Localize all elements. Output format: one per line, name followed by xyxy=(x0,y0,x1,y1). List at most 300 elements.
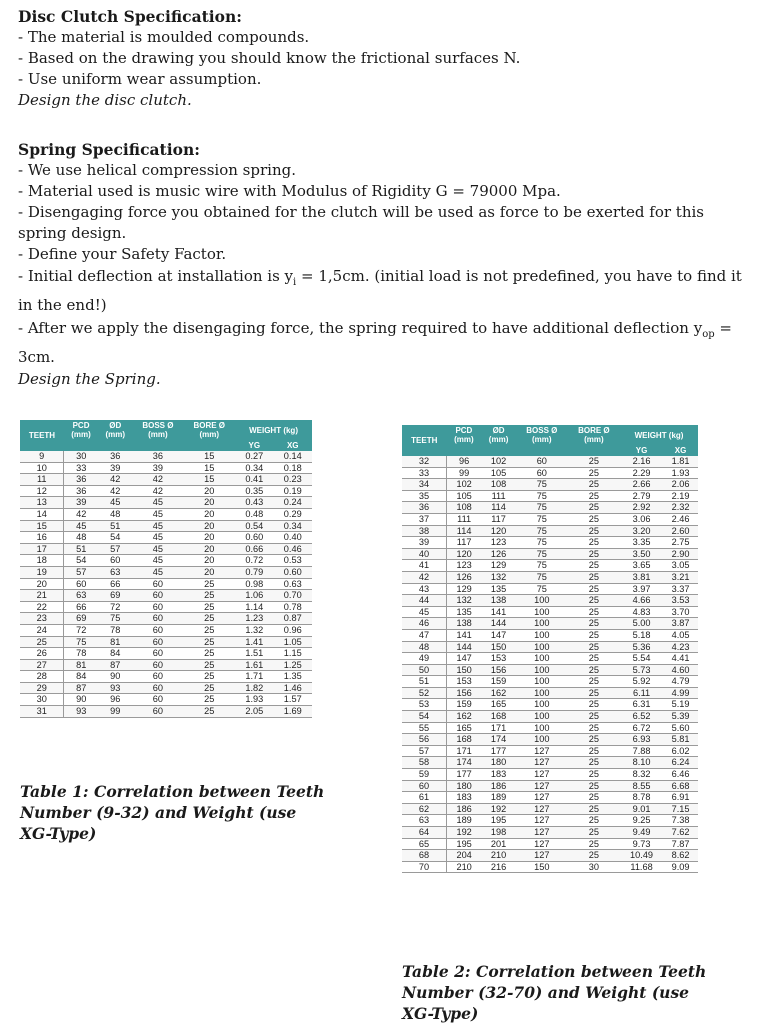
table-row xyxy=(20,508,312,520)
cell-weight-xg: 9.09 xyxy=(663,861,698,873)
spring-line-6 xyxy=(18,317,773,346)
cell-boss: 75 xyxy=(516,479,568,491)
cell-weight-xg: 6.46 xyxy=(663,769,698,781)
cell-teeth: 37 xyxy=(402,513,447,525)
cell-teeth: 44 xyxy=(402,595,447,607)
table-row xyxy=(402,699,698,711)
cell-pcd: 144 xyxy=(447,641,482,653)
cell-weight-yg: 0.60 xyxy=(235,532,273,544)
cell-boss: 150 xyxy=(516,861,568,873)
cell-weight-xg: 7.38 xyxy=(663,815,698,827)
spring-line-6-sub: op xyxy=(702,329,715,340)
cell-boss: 127 xyxy=(516,803,568,815)
table-row xyxy=(20,497,312,509)
cell-bore: 25 xyxy=(568,827,620,839)
cell-teeth: 57 xyxy=(402,745,447,757)
cell-boss: 100 xyxy=(516,687,568,699)
cell-teeth: 22 xyxy=(20,601,64,613)
cell-pcd: 204 xyxy=(447,850,482,862)
header-boss: BOSS Ø (mm) xyxy=(516,425,568,445)
cell-weight-yg: 3.06 xyxy=(620,513,663,525)
cell-od: 159 xyxy=(481,676,516,688)
cell-teeth: 58 xyxy=(402,757,447,769)
spring-line-2: - Material used is music wire with Modulus of Rigidity G = 79000 Mpa. xyxy=(18,182,561,200)
cell-boss: 60 xyxy=(132,624,183,636)
cell-od: 138 xyxy=(481,595,516,607)
cell-weight-yg: 8.32 xyxy=(620,769,663,781)
cell-bore: 25 xyxy=(568,722,620,734)
cell-pcd: 54 xyxy=(64,555,98,567)
cell-boss: 42 xyxy=(132,485,183,497)
cell-od: 42 xyxy=(98,474,132,486)
cell-pcd: 87 xyxy=(64,682,98,694)
cell-weight-yg: 8.10 xyxy=(620,757,663,769)
cell-weight-yg: 5.92 xyxy=(620,676,663,688)
cell-weight-yg: 1.23 xyxy=(235,613,273,625)
header-od: ØD (mm) xyxy=(98,420,132,440)
cell-teeth: 47 xyxy=(402,629,447,641)
cell-od: 39 xyxy=(98,462,132,474)
cell-weight-yg: 9.01 xyxy=(620,803,663,815)
disc-clutch-section xyxy=(18,6,773,111)
cell-teeth: 28 xyxy=(20,671,64,683)
cell-pcd: 45 xyxy=(64,520,98,532)
table-row xyxy=(402,850,698,862)
table-row xyxy=(402,456,698,467)
header-xg: XG xyxy=(663,445,698,456)
cell-teeth: 33 xyxy=(402,467,447,479)
cell-teeth: 49 xyxy=(402,653,447,665)
cell-pcd: 90 xyxy=(64,694,98,706)
cell-teeth: 51 xyxy=(402,676,447,688)
cell-teeth: 34 xyxy=(402,479,447,491)
cell-pcd: 30 xyxy=(64,451,98,462)
cell-weight-xg: 7.62 xyxy=(663,827,698,839)
cell-teeth: 25 xyxy=(20,636,64,648)
cell-teeth: 17 xyxy=(20,543,64,555)
cell-teeth: 21 xyxy=(20,590,64,602)
cell-pcd: 81 xyxy=(64,659,98,671)
table-row xyxy=(402,537,698,549)
cell-weight-yg: 1.61 xyxy=(235,659,273,671)
table-row xyxy=(402,606,698,618)
spring-line-6-pre: - After we apply the disengaging force, the spring required to have additional deflection y xyxy=(18,319,703,337)
table-row xyxy=(402,676,698,688)
cell-weight-yg: 4.83 xyxy=(620,606,663,618)
cell-teeth: 46 xyxy=(402,618,447,630)
spring-line-1: - We use helical compression spring. xyxy=(18,161,296,179)
cell-weight-xg: 1.35 xyxy=(274,671,313,683)
cell-boss: 39 xyxy=(132,462,183,474)
cell-teeth: 9 xyxy=(20,451,64,462)
cell-weight-yg: 0.43 xyxy=(235,497,273,509)
cell-boss: 100 xyxy=(516,629,568,641)
cell-bore: 30 xyxy=(568,861,620,873)
header-spacer xyxy=(481,445,516,456)
table-row xyxy=(402,560,698,572)
cell-boss: 100 xyxy=(516,711,568,723)
cell-weight-yg: 5.54 xyxy=(620,653,663,665)
cell-bore: 25 xyxy=(568,792,620,804)
cell-teeth: 26 xyxy=(20,648,64,660)
cell-bore: 25 xyxy=(568,850,620,862)
header-yg: YG xyxy=(235,440,273,451)
cell-od: 168 xyxy=(481,711,516,723)
cell-pcd: 171 xyxy=(447,745,482,757)
cell-weight-xg: 2.46 xyxy=(663,513,698,525)
cell-od: 174 xyxy=(481,734,516,746)
cell-boss: 60 xyxy=(132,578,183,590)
header-weight: WEIGHT (kg) xyxy=(235,420,312,440)
table-2-caption-line-3: XG-Type) xyxy=(402,1004,479,1023)
table-row xyxy=(20,659,312,671)
cell-boss: 100 xyxy=(516,595,568,607)
cell-bore: 25 xyxy=(183,624,235,636)
cell-weight-xg: 0.19 xyxy=(274,485,313,497)
cell-pcd: 162 xyxy=(447,711,482,723)
cell-teeth: 27 xyxy=(20,659,64,671)
cell-boss: 45 xyxy=(132,543,183,555)
cell-pcd: 93 xyxy=(64,706,98,718)
cell-boss: 127 xyxy=(516,792,568,804)
cell-pcd: 36 xyxy=(64,485,98,497)
cell-pcd: 195 xyxy=(447,838,482,850)
cell-weight-yg: 1.51 xyxy=(235,648,273,660)
table-row xyxy=(20,578,312,590)
cell-pcd: 66 xyxy=(64,601,98,613)
cell-weight-yg: 2.05 xyxy=(235,706,273,718)
table-row xyxy=(20,624,312,636)
cell-teeth: 70 xyxy=(402,861,447,873)
cell-boss: 60 xyxy=(132,671,183,683)
cell-weight-xg: 1.81 xyxy=(663,456,698,467)
cell-pcd: 147 xyxy=(447,653,482,665)
cell-boss: 45 xyxy=(132,555,183,567)
cell-pcd: 111 xyxy=(447,513,482,525)
cell-od: 201 xyxy=(481,838,516,850)
cell-boss: 100 xyxy=(516,641,568,653)
cell-bore: 25 xyxy=(568,479,620,491)
cell-boss: 60 xyxy=(132,590,183,602)
cell-weight-xg: 4.41 xyxy=(663,653,698,665)
cell-bore: 25 xyxy=(568,745,620,757)
cell-boss: 60 xyxy=(516,467,568,479)
table-2-caption xyxy=(402,961,706,1024)
cell-weight-yg: 3.50 xyxy=(620,548,663,560)
spring-line-3b: spring design. xyxy=(18,224,127,242)
cell-weight-xg: 0.29 xyxy=(274,508,313,520)
table-row xyxy=(402,711,698,723)
cell-od: 114 xyxy=(481,502,516,514)
cell-weight-yg: 9.25 xyxy=(620,815,663,827)
cell-weight-xg: 1.93 xyxy=(663,467,698,479)
cell-weight-xg: 2.75 xyxy=(663,537,698,549)
cell-weight-yg: 2.79 xyxy=(620,490,663,502)
header-bore: BORE Ø (mm) xyxy=(183,420,235,440)
cell-od: 126 xyxy=(481,548,516,560)
cell-weight-yg: 0.98 xyxy=(235,578,273,590)
cell-pcd: 78 xyxy=(64,648,98,660)
cell-od: 180 xyxy=(481,757,516,769)
cell-bore: 20 xyxy=(183,508,235,520)
spring-line-5-sub: i xyxy=(293,277,297,288)
table-row xyxy=(402,479,698,491)
cell-pcd: 165 xyxy=(447,722,482,734)
cell-weight-xg: 0.78 xyxy=(274,601,313,613)
cell-bore: 25 xyxy=(183,706,235,718)
cell-teeth: 63 xyxy=(402,815,447,827)
cell-pcd: 57 xyxy=(64,566,98,578)
cell-weight-yg: 6.72 xyxy=(620,722,663,734)
header-bore: BORE Ø (mm) xyxy=(568,425,620,445)
table-1-caption-line-2: Number (9-32) and Weight (use xyxy=(20,803,297,822)
cell-teeth: 35 xyxy=(402,490,447,502)
disc-line-2: - Based on the drawing you should know the frictional surfaces N. xyxy=(18,49,521,67)
cell-weight-xg: 4.05 xyxy=(663,629,698,641)
cell-pcd: 141 xyxy=(447,629,482,641)
cell-bore: 20 xyxy=(183,497,235,509)
cell-bore: 25 xyxy=(183,682,235,694)
cell-boss: 100 xyxy=(516,653,568,665)
cell-bore: 25 xyxy=(183,694,235,706)
cell-bore: 25 xyxy=(568,595,620,607)
cell-bore: 25 xyxy=(183,648,235,660)
cell-weight-yg: 1.71 xyxy=(235,671,273,683)
cell-bore: 25 xyxy=(568,548,620,560)
table-row xyxy=(402,745,698,757)
cell-weight-yg: 0.35 xyxy=(235,485,273,497)
cell-pcd: 156 xyxy=(447,687,482,699)
table-row xyxy=(20,636,312,648)
cell-bore: 25 xyxy=(568,583,620,595)
cell-weight-xg: 4.23 xyxy=(663,641,698,653)
table-row xyxy=(402,687,698,699)
cell-bore: 25 xyxy=(568,618,620,630)
header-boss: BOSS Ø (mm) xyxy=(132,420,183,440)
cell-pcd: 60 xyxy=(64,578,98,590)
cell-teeth: 60 xyxy=(402,780,447,792)
spring-closing: Design the Spring. xyxy=(18,370,161,388)
cell-od: 63 xyxy=(98,566,132,578)
cell-weight-yg: 1.41 xyxy=(235,636,273,648)
cell-bore: 25 xyxy=(568,664,620,676)
table-row xyxy=(402,803,698,815)
cell-bore: 25 xyxy=(568,571,620,583)
cell-weight-yg: 6.52 xyxy=(620,711,663,723)
cell-pcd: 48 xyxy=(64,532,98,544)
cell-pcd: 129 xyxy=(447,583,482,595)
table-row xyxy=(20,451,312,462)
cell-od: 102 xyxy=(481,456,516,467)
table-row xyxy=(402,490,698,502)
cell-teeth: 18 xyxy=(20,555,64,567)
cell-weight-yg: 1.32 xyxy=(235,624,273,636)
cell-pcd: 84 xyxy=(64,671,98,683)
cell-weight-xg: 6.91 xyxy=(663,792,698,804)
header-spacer xyxy=(132,440,183,451)
cell-bore: 25 xyxy=(568,769,620,781)
cell-teeth: 55 xyxy=(402,722,447,734)
cell-od: 36 xyxy=(98,451,132,462)
cell-od: 48 xyxy=(98,508,132,520)
cell-weight-xg: 0.70 xyxy=(274,590,313,602)
table-row xyxy=(20,566,312,578)
cell-weight-yg: 1.82 xyxy=(235,682,273,694)
cell-bore: 15 xyxy=(183,451,235,462)
header-teeth: TEETH xyxy=(20,420,64,451)
cell-teeth: 29 xyxy=(20,682,64,694)
cell-pcd: 105 xyxy=(447,490,482,502)
cell-weight-xg: 7.15 xyxy=(663,803,698,815)
cell-boss: 60 xyxy=(132,613,183,625)
cell-od: 192 xyxy=(481,803,516,815)
cell-pcd: 75 xyxy=(64,636,98,648)
cell-pcd: 39 xyxy=(64,497,98,509)
table-2-body xyxy=(402,456,698,873)
cell-od: 216 xyxy=(481,861,516,873)
table-row xyxy=(402,629,698,641)
header-spacer xyxy=(568,445,620,456)
cell-od: 111 xyxy=(481,490,516,502)
cell-pcd: 132 xyxy=(447,595,482,607)
cell-teeth: 32 xyxy=(402,456,447,467)
cell-teeth: 23 xyxy=(20,613,64,625)
cell-boss: 75 xyxy=(516,490,568,502)
cell-bore: 20 xyxy=(183,543,235,555)
cell-bore: 15 xyxy=(183,462,235,474)
cell-od: 150 xyxy=(481,641,516,653)
cell-bore: 25 xyxy=(568,513,620,525)
cell-pcd: 51 xyxy=(64,543,98,555)
cell-weight-xg: 0.96 xyxy=(274,624,313,636)
cell-pcd: 174 xyxy=(447,757,482,769)
table-row xyxy=(402,757,698,769)
cell-pcd: 120 xyxy=(447,548,482,560)
cell-boss: 127 xyxy=(516,838,568,850)
cell-bore: 25 xyxy=(568,734,620,746)
cell-pcd: 96 xyxy=(447,456,482,467)
cell-bore: 25 xyxy=(568,676,620,688)
cell-pcd: 102 xyxy=(447,479,482,491)
cell-weight-xg: 0.63 xyxy=(274,578,313,590)
cell-pcd: 159 xyxy=(447,699,482,711)
table-row xyxy=(20,648,312,660)
cell-weight-xg: 3.37 xyxy=(663,583,698,595)
cell-pcd: 189 xyxy=(447,815,482,827)
cell-weight-xg: 4.79 xyxy=(663,676,698,688)
cell-weight-yg: 3.20 xyxy=(620,525,663,537)
cell-pcd: 69 xyxy=(64,613,98,625)
cell-teeth: 56 xyxy=(402,734,447,746)
cell-teeth: 64 xyxy=(402,827,447,839)
cell-od: 108 xyxy=(481,479,516,491)
cell-od: 99 xyxy=(98,706,132,718)
cell-boss: 100 xyxy=(516,676,568,688)
cell-weight-xg: 6.02 xyxy=(663,745,698,757)
table-row xyxy=(20,520,312,532)
header-yg: YG xyxy=(620,445,663,456)
table-row xyxy=(402,583,698,595)
cell-weight-yg: 1.14 xyxy=(235,601,273,613)
table-row xyxy=(402,734,698,746)
cell-od: 81 xyxy=(98,636,132,648)
header-spacer xyxy=(183,440,235,451)
table-row xyxy=(402,548,698,560)
cell-teeth: 45 xyxy=(402,606,447,618)
cell-weight-yg: 0.72 xyxy=(235,555,273,567)
cell-pcd: 138 xyxy=(447,618,482,630)
cell-teeth: 52 xyxy=(402,687,447,699)
cell-od: 90 xyxy=(98,671,132,683)
cell-bore: 25 xyxy=(568,629,620,641)
cell-boss: 60 xyxy=(132,636,183,648)
cell-bore: 20 xyxy=(183,520,235,532)
table-row xyxy=(20,694,312,706)
spring-line-5 xyxy=(18,265,773,294)
cell-od: 144 xyxy=(481,618,516,630)
table-row xyxy=(20,601,312,613)
cell-weight-yg: 0.54 xyxy=(235,520,273,532)
cell-bore: 25 xyxy=(183,659,235,671)
cell-od: 66 xyxy=(98,578,132,590)
cell-weight-xg: 5.19 xyxy=(663,699,698,711)
table-row xyxy=(402,595,698,607)
cell-teeth: 41 xyxy=(402,560,447,572)
disc-line-1: - The material is moulded compounds. xyxy=(18,28,310,46)
cell-pcd: 210 xyxy=(447,861,482,873)
cell-od: 147 xyxy=(481,629,516,641)
cell-weight-yg: 1.06 xyxy=(235,590,273,602)
cell-weight-xg: 0.24 xyxy=(274,497,313,509)
cell-teeth: 20 xyxy=(20,578,64,590)
cell-od: 84 xyxy=(98,648,132,660)
cell-od: 75 xyxy=(98,613,132,625)
cell-od: 210 xyxy=(481,850,516,862)
cell-od: 153 xyxy=(481,653,516,665)
cell-od: 117 xyxy=(481,513,516,525)
cell-weight-xg: 2.19 xyxy=(663,490,698,502)
cell-pcd: 108 xyxy=(447,502,482,514)
cell-weight-xg: 0.46 xyxy=(274,543,313,555)
cell-od: 60 xyxy=(98,555,132,567)
cell-weight-yg: 9.73 xyxy=(620,838,663,850)
cell-weight-yg: 5.00 xyxy=(620,618,663,630)
table-row xyxy=(402,827,698,839)
cell-od: 123 xyxy=(481,537,516,549)
cell-weight-xg: 2.60 xyxy=(663,525,698,537)
cell-teeth: 40 xyxy=(402,548,447,560)
cell-bore: 25 xyxy=(183,590,235,602)
cell-weight-xg: 1.69 xyxy=(274,706,313,718)
cell-pcd: 126 xyxy=(447,571,482,583)
cell-weight-xg: 2.90 xyxy=(663,548,698,560)
cell-od: 96 xyxy=(98,694,132,706)
cell-od: 42 xyxy=(98,485,132,497)
cell-bore: 25 xyxy=(568,653,620,665)
cell-boss: 45 xyxy=(132,508,183,520)
cell-od: 171 xyxy=(481,722,516,734)
table-row xyxy=(20,543,312,555)
cell-od: 195 xyxy=(481,815,516,827)
cell-teeth: 10 xyxy=(20,462,64,474)
cell-weight-yg: 5.73 xyxy=(620,664,663,676)
cell-od: 198 xyxy=(481,827,516,839)
cell-od: 177 xyxy=(481,745,516,757)
cell-boss: 75 xyxy=(516,548,568,560)
header-pcd: PCD (mm) xyxy=(64,420,98,440)
cell-boss: 100 xyxy=(516,664,568,676)
cell-weight-yg: 3.81 xyxy=(620,571,663,583)
